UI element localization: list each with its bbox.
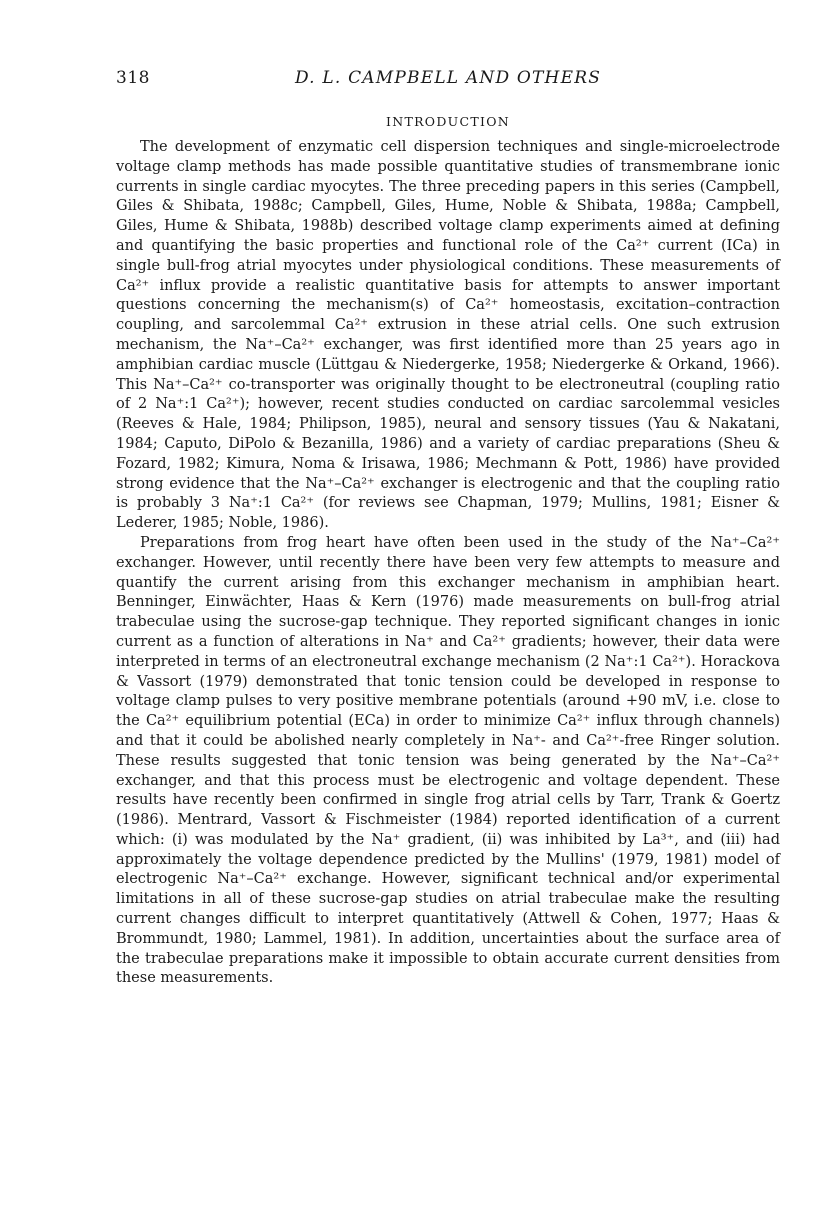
journal-page — [116, 64, 780, 989]
section-heading: INTRODUCTION — [385, 114, 511, 129]
running-title: D. L. CAMPBELL AND OTHERS — [294, 68, 602, 88]
paragraph: The development of enzymatic cell dispersion techniques and single-microelectrode voltage clamp methods has made possible quantitative studies of transmembrane ionic currents in single cardiac myocytes. The three preceding papers in this series (Campbell, Giles & Shibata, 1988c; Campbell, Giles, Hume, Noble & Shibata, 1988a; Campbell, Giles, Hume & Shibata, 1988b) described voltage clamp experiments aimed at defining and quantifying the basic properties and functional role of the Ca²⁺ current (ICa) in single bull-frog atrial myocytes under physiological conditions. These measurements of Ca²⁺ influx provide a realistic quantitative basis for attempts to answer important questions concerning the mechanism(s) of Ca²⁺ homeostasis, excitation–contraction coupling, and sarcolemmal Ca²⁺ extrusion in these atrial cells. One such extrusion mechanism, the Na⁺–Ca²⁺ exchanger, was first identified more than 25 years ago in amphibian cardiac muscle (Lüttgau & Niedergerke, 1958; Niedergerke & Orkand, 1966). This Na⁺–Ca²⁺ co-transporter was originally thought to be electroneutral (coupling ratio of 2 Na⁺:1 Ca²⁺); however, recent studies conducted on cardiac sarcolemmal vesicles (Reeves & Hale, 1984; Philipson, 1985), neural and sensory tissues (Yau & Nakatani, 1984; Caputo, DiPolo & Bezanilla, 1986) and a variety of cardiac preparations (Sheu & Fozard, 1982; Kimura, Noma & Irisawa, 1986; Mechmann & Pott, 1986) have provided strong evidence that the Na⁺–Ca²⁺ exchanger is electrogenic and that the coupling ratio is probably 3 Na⁺:1 Ca²⁺ (for reviews see Chapman, 1979; Mullins, 1981; Eisner & Lederer, 1985; Noble, 1986). — [116, 139, 780, 532]
body-text — [116, 138, 780, 989]
paragraph: Preparations from frog heart have often been used in the study of the Na⁺–Ca²⁺ exchanger. However, until recently there have been very few attempts to measure and quantify the current arising from this exchanger mechanism in amphibian heart. Benninger, Einwächter, Haas & Kern (1976) made measurements on bull-frog atrial trabeculae using the sucrose-gap technique. They reported significant changes in ionic current as a function of alterations in Na⁺ and Ca²⁺ gradients; however, their data were interpreted in terms of an electroneutral exchange mechanism (2 Na⁺:1 Ca²⁺). Horackova & Vassort (1979) demonstrated that tonic tension could be developed in response to voltage clamp pulses to very positive membrane potentials (around +90 mV, i.e. close to the Ca²⁺ equilibrium potential (ECa) in order to minimize Ca²⁺ influx through channels) and that it could be abolished nearly completely in Na⁺- and Ca²⁺-free Ringer solution. These results suggested that tonic tension was being generated by the Na⁺–Ca²⁺ exchanger, and that this process must be electrogenic and voltage dependent. These results have recently been confirmed in single frog atrial cells by Tarr, Trank & Goertz (1986). Mentrard, Vassort & Fischmeister (1984) reported identification of a current which: (i) was modulated by the Na⁺ gradient, (ii) was inhibited by La³⁺, and (iii) had approximately the voltage dependence predicted by the Mullins' (1979, 1981) model of electrogenic Na⁺–Ca²⁺ exchange. However, significant technical and/or experimental limitations in all of these sucrose-gap studies on atrial trabeculae make the resulting current changes difficult to interpret quantitatively (Attwell & Cohen, 1977; Haas & Brommundt, 1980; Lammel, 1981). In addition, uncertainties about the surface area of the trabeculae preparations make it impossible to obtain accurate current densities from these measurements. — [116, 534, 780, 987]
running-header — [116, 64, 780, 94]
page-number: 318 — [116, 68, 150, 88]
